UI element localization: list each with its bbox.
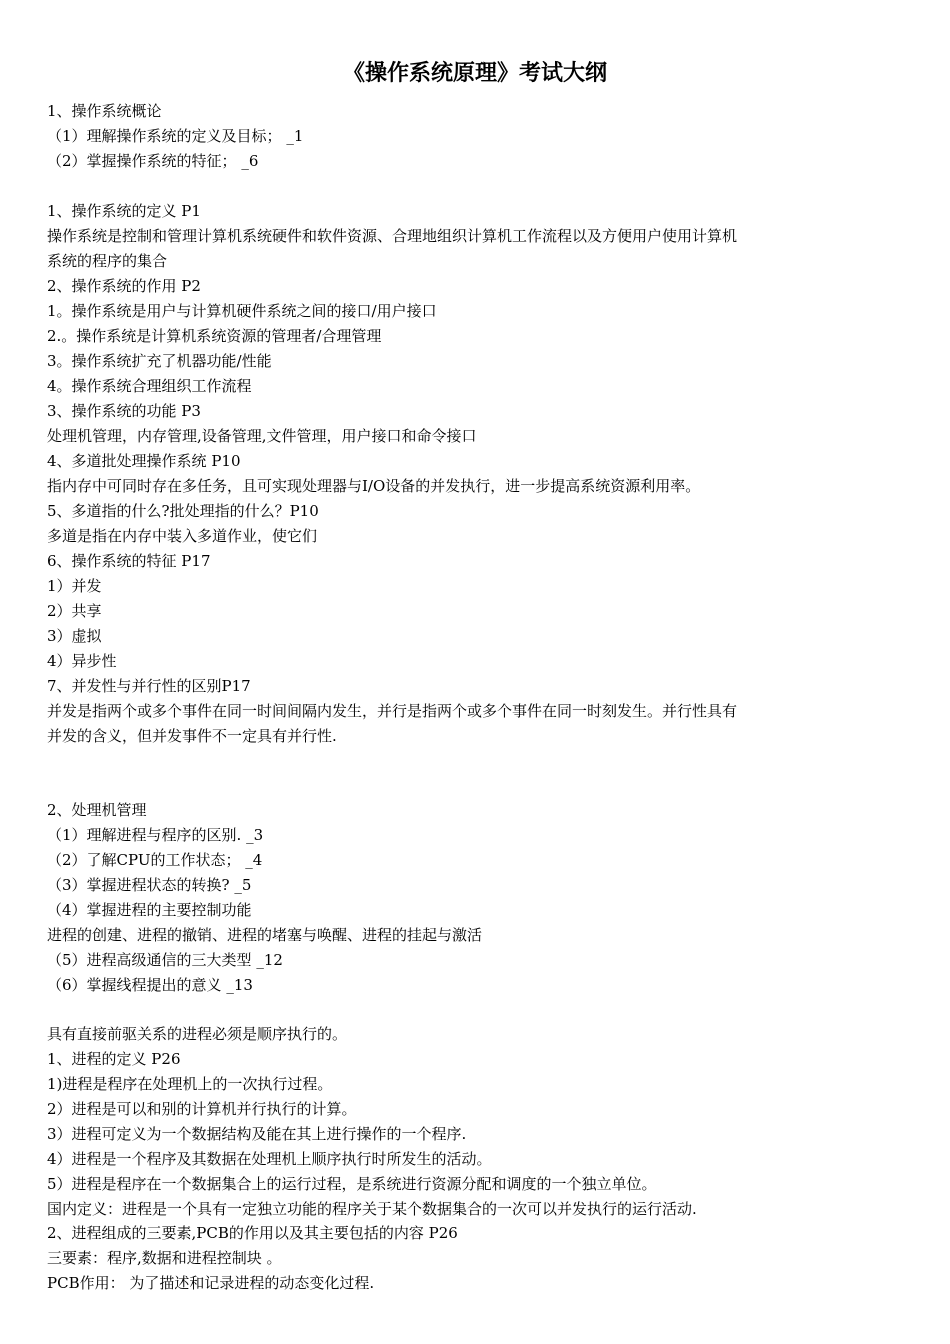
section-heading: 2、处理机管理 [47, 801, 147, 819]
objective-line: （2）了解CPU的工作状态； _4 [47, 851, 263, 869]
body-line: 2.。操作系统是计算机系统资源的管理者/合理管理 [47, 327, 382, 345]
list-item: 4）异步性 [47, 652, 117, 670]
topic-heading: 4、多道批处理操作系统 P10 [47, 452, 241, 470]
list-item: 3）进程可定义为一个数据结构及能在其上进行操作的一个程序. [47, 1125, 467, 1143]
topic-heading: 6、操作系统的特征 P17 [47, 552, 211, 570]
list-item: 1)进程是程序在处理机上的一次执行过程。 [47, 1075, 333, 1093]
topic-heading: 2、进程组成的三要素,PCB的作用以及其主要包括的内容 P26 [47, 1224, 458, 1242]
topic-heading: 1、操作系统的定义 P1 [47, 202, 201, 220]
list-item: 2）进程是可以和别的计算机并行执行的计算。 [47, 1100, 357, 1118]
body-line: 系统的程序的集合 [47, 252, 168, 270]
topic-heading: 5、多道指的什么?批处理指的什么？P10 [47, 502, 319, 520]
list-item: 4）进程是一个程序及其数据在处理机上顺序执行时所发生的活动。 [47, 1150, 492, 1168]
body-line: 国内定义：进程是一个具有一定独立功能的程序关于某个数据集合的一次可以并发执行的运行活动. [47, 1200, 697, 1218]
objective-line: （4）掌握进程的主要控制功能 [47, 901, 252, 919]
objective-line: （2）掌握操作系统的特征； _6 [47, 152, 259, 170]
section-heading: 1、操作系统概论 [47, 102, 162, 120]
topic-heading: 3、操作系统的功能 P3 [47, 402, 201, 420]
body-line: 3。操作系统扩充了机器功能/性能 [47, 352, 272, 370]
body-line: 4。操作系统合理组织工作流程 [47, 377, 252, 395]
list-item: 1）并发 [47, 577, 102, 595]
body-line: 并发是指两个或多个事件在同一时间间隔内发生，并行是指两个或多个事件在同一时刻发生。并行性具有 [47, 702, 738, 720]
topic-heading: 1、进程的定义 P26 [47, 1050, 181, 1068]
list-item: 2）共享 [47, 602, 102, 620]
body-line: 多道是指在内存中装入多道作业，使它们 [47, 527, 318, 545]
body-line: 指内存中可同时存在多任务，且可实现处理器与I/O设备的并发执行，进一步提高系统资源利用率。 [47, 477, 701, 495]
document-title: 《操作系统原理》考试大纲 [342, 61, 607, 86]
body-line: 三要素：程序,数据和进程控制块 。 [47, 1249, 282, 1267]
objective-line: （6）掌握线程提出的意义 _13 [47, 976, 253, 994]
body-line: 进程的创建、进程的撤销、进程的堵塞与唤醒、进程的挂起与激活 [47, 926, 483, 944]
body-line: PCB作用： 为了描述和记录进程的动态变化过程. [47, 1274, 375, 1292]
list-item: 3）虚拟 [47, 627, 102, 645]
objective-line: （1）理解操作系统的定义及目标； _1 [47, 127, 304, 145]
objective-line: （3）掌握进程状态的转换? _5 [47, 876, 252, 894]
body-line: 处理机管理，内存管理,设备管理,文件管理，用户接口和命令接口 [47, 427, 477, 445]
body-line: 操作系统是控制和管理计算机系统硬件和软件资源、合理地组织计算机工作流程以及方便用户使用计算机 [47, 227, 738, 245]
body-line: 具有直接前驱关系的进程必须是顺序执行的。 [47, 1025, 348, 1043]
topic-heading: 2、操作系统的作用 P2 [47, 277, 201, 295]
objective-line: （1）理解进程与程序的区别. _3 [47, 826, 264, 844]
list-item: 5）进程是程序在一个数据集合上的运行过程，是系统进行资源分配和调度的一个独立单位。 [47, 1175, 657, 1193]
body-line: 并发的含义，但并发事件不一定具有并行性. [47, 727, 337, 745]
body-line: 1。操作系统是用户与计算机硬件系统之间的接口/用户接口 [47, 302, 437, 320]
objective-line: （5）进程高级通信的三大类型 _12 [47, 951, 283, 969]
topic-heading: 7、并发性与并行性的区别P17 [47, 677, 251, 695]
